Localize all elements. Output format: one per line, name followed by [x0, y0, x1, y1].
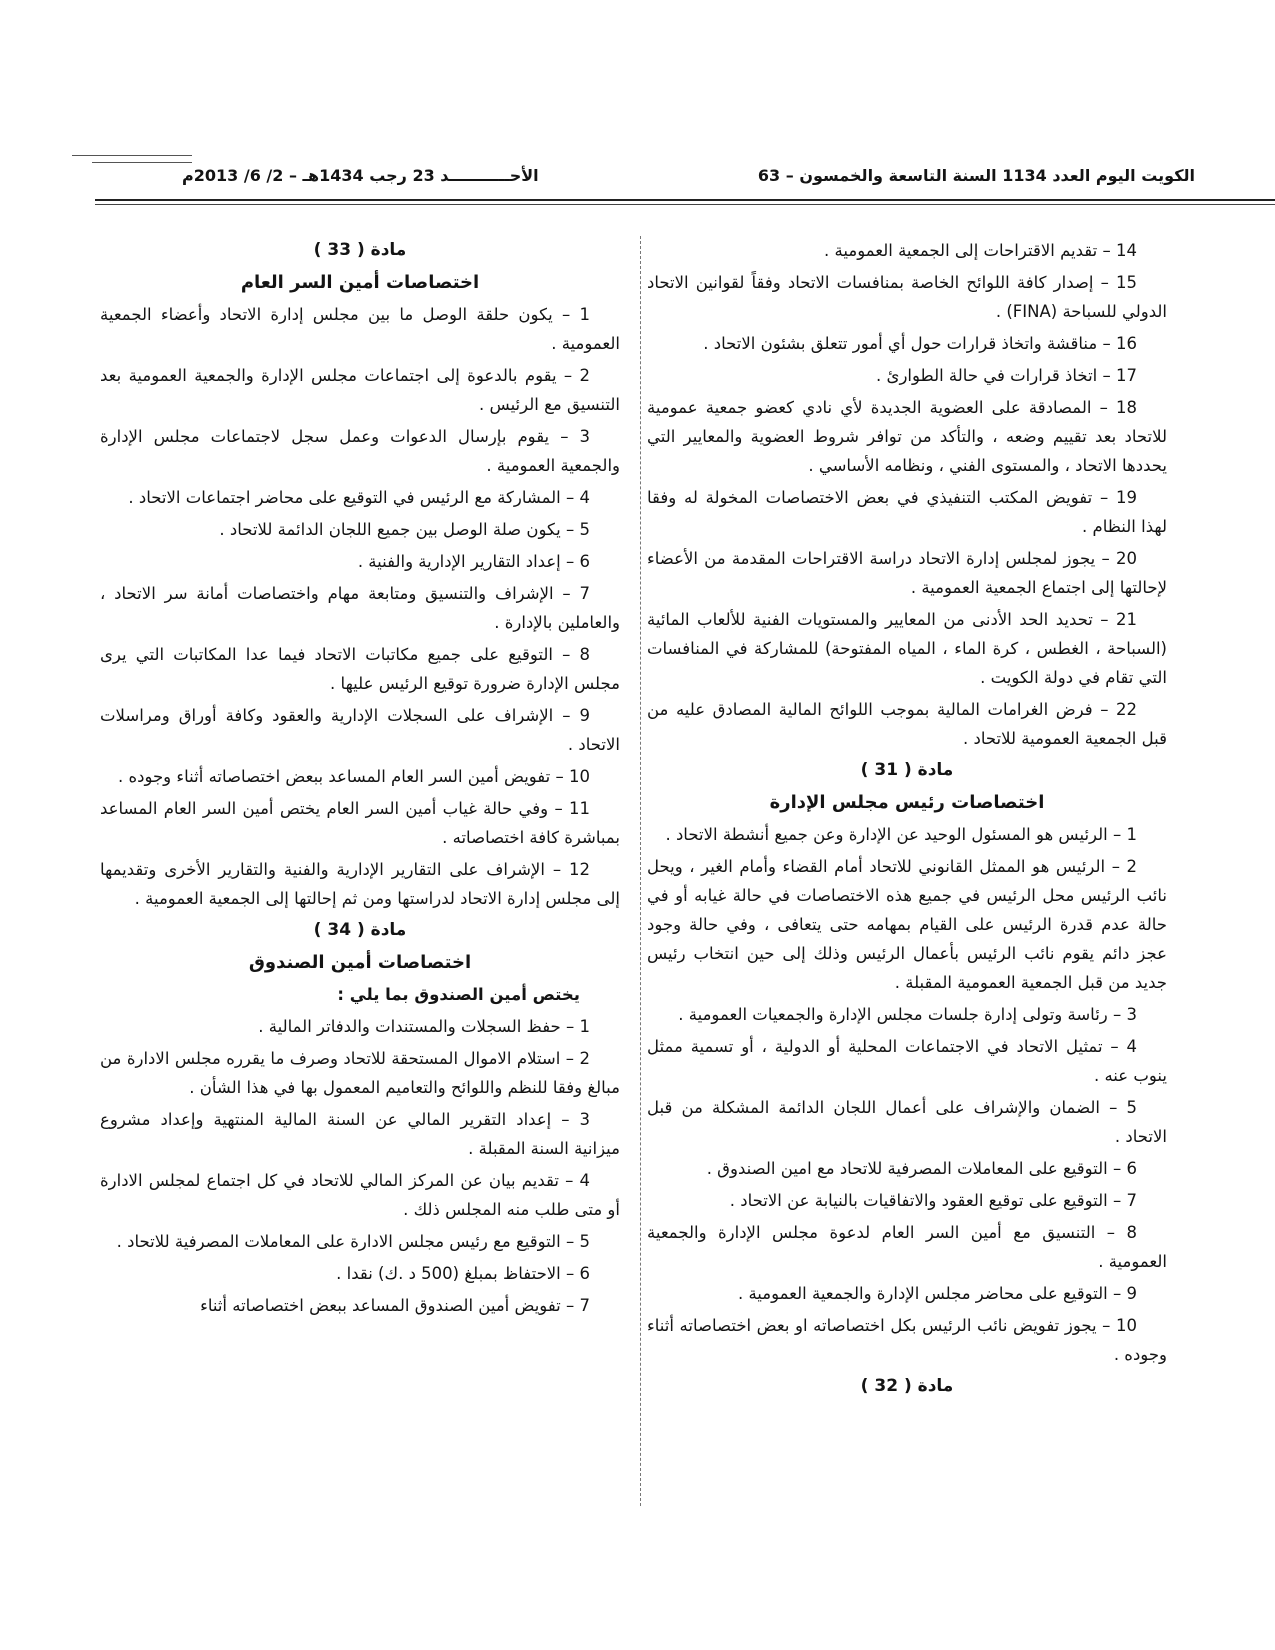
list-item: 4 – المشاركة مع الرئيس في التوقيع على محاضر اجتماعات الاتحاد .: [128, 488, 590, 507]
list-item: 14 – تقديم الاقتراحات إلى الجمعية العمومية .: [824, 241, 1137, 260]
list-item: 9 – التوقيع على محاضر مجلس الإدارة والجمعية العمومية .: [737, 1284, 1137, 1303]
list-item: 8 – التنسيق مع أمين السر العام لدعوة مجلس الإدارة والجمعية العمومية .: [647, 1223, 1167, 1271]
left-column: [100, 236, 620, 1323]
article-intro: يختص أمين الصندوق بما يلي :: [337, 985, 580, 1004]
header-rule: [95, 204, 1275, 205]
list-item: 18 – المصادقة على العضوية الجديدة لأي نادي كعضو جمعية عمومية للاتحاد بعد تقييم وضعه ، والتأكد من توافر شروط العضوية والمعايير التي يحددها الاتحاد ، والمستوى الفني ، ونظامه الأساسي .: [647, 398, 1167, 475]
header-issue-info: الكويت اليوم العدد 1134 السنة التاسعة والخمسون – 63: [757, 166, 1195, 185]
list-item: 2 – الرئيس هو الممثل القانوني للاتحاد أمام القضاء وأمام الغير ، ويحل نائب الرئيس محل الرئيس في جميع هذه الاختصاصات في حالة غيابه أو في حالة عدم قدرة الرئيس على القيام بمهامه حتى يتعافى ، وفي حالة وجود عجز دائم يقوم نائب الرئيس بأعمال الرئيس وذلك إلى حين انتخاب رئيس جديد من قبل الجمعية العمومية المقبلة .: [647, 857, 1167, 992]
list-item: 5 – الضمان والإشراف على أعمال اللجان الدائمة المشكلة من قبل الاتحاد .: [647, 1098, 1167, 1146]
list-item: 16 – مناقشة واتخاذ قرارات حول أي أمور تتعلق بشئون الاتحاد .: [703, 334, 1137, 353]
article-heading: مادة ( 34 ): [313, 920, 407, 940]
article-heading: مادة ( 31 ): [860, 760, 954, 780]
list-item: 17 – اتخاذ قرارات في حالة الطوارئ .: [876, 366, 1137, 385]
article-title: اختصاصات أمين الصندوق: [248, 952, 472, 973]
list-item: 20 – يجوز لمجلس إدارة الاتحاد دراسة الاقتراحات المقدمة من الأعضاء لإحالتها إلى اجتماع الجمعية العمومية .: [647, 549, 1167, 597]
column-divider: [640, 236, 641, 1506]
list-item: 7 – التوقيع على توقيع العقود والاتفاقيات بالنيابة عن الاتحاد .: [729, 1191, 1137, 1210]
list-item: 21 – تحديد الحد الأدنى من المعايير والمستويات الفنية للألعاب المائية (السباحة ، الغطس ، كرة الماء ، المياه المفتوحة) للمشاركة في المنافسات التي تقام في دولة الكويت .: [647, 610, 1167, 687]
header-date: الأحـــــــــــد 23 رجب 1434هـ – 2/ 6/ 2013م: [182, 166, 539, 185]
list-item: 4 – تمثيل الاتحاد في الاجتماعات المحلية أو الدولية ، أو تسمية ممثل ينوب عنه .: [647, 1037, 1167, 1085]
page-header: [72, 160, 1195, 194]
list-item: 8 – التوقيع على جميع مكاتبات الاتحاد فيما عدا المكاتبات التي يرى مجلس الإدارة ضرورة توقيع الرئيس عليها .: [100, 645, 620, 693]
article-heading: مادة ( 32 ): [860, 1376, 954, 1396]
list-item: 22 – فرض الغرامات المالية بموجب اللوائح المالية المصادق عليه من قبل الجمعية العمومية للاتحاد .: [647, 700, 1167, 748]
list-item: 6 – الاحتفاظ بمبلغ (500 د .ك) نقدا .: [336, 1264, 590, 1283]
article-title: اختصاصات أمين السر العام: [240, 272, 480, 293]
list-item: 5 – يكون صلة الوصل بين جميع اللجان الدائمة للاتحاد .: [219, 520, 590, 539]
list-item: 2 – يقوم بالدعوة إلى اجتماعات مجلس الإدارة والجمعية العمومية بعد التنسيق مع الرئيس .: [100, 366, 620, 414]
list-item: 2 – استلام الاموال المستحقة للاتحاد وصرف ما يقرره مجلس الادارة من مبالغ وفقا للنظم واللوائح والتعاميم المعمول بها في هذا الشأن .: [100, 1049, 620, 1097]
list-item: 9 – الإشراف على السجلات الإدارية والعقود وكافة أوراق ومراسلات الاتحاد .: [100, 706, 620, 754]
list-item: 3 – يقوم بإرسال الدعوات وعمل سجل لاجتماعات مجلس الإدارة والجمعية العمومية .: [100, 427, 620, 475]
list-item: 11 – وفي حالة غياب أمين السر العام يختص أمين السر العام المساعد بمباشرة كافة اختصاصاته .: [100, 799, 620, 847]
list-item: 5 – التوقيع مع رئيس مجلس الادارة على المعاملات المصرفية للاتحاد .: [116, 1232, 590, 1251]
list-item: 10 – يجوز تفويض نائب الرئيس بكل اختصاصاته او بعض اختصاصاته أثناء وجوده .: [647, 1316, 1167, 1364]
article-heading: مادة ( 33 ): [313, 240, 407, 260]
list-item: 1 – يكون حلقة الوصل ما بين مجلس إدارة الاتحاد وأعضاء الجمعية العمومية .: [100, 305, 620, 353]
header-rule-short: [72, 155, 192, 156]
right-column: [647, 236, 1167, 1404]
list-item: 10 – تفويض أمين السر العام المساعد ببعض اختصاصاته أثناء وجوده .: [117, 767, 590, 786]
list-item: 6 – التوقيع على المعاملات المصرفية للاتحاد مع امين الصندوق .: [706, 1159, 1137, 1178]
list-item: 7 – تفويض أمين الصندوق المساعد ببعض اختصاصاته أثناء: [200, 1296, 590, 1315]
list-item: 1 – الرئيس هو المسئول الوحيد عن الإدارة وعن جميع أنشطة الاتحاد .: [665, 825, 1137, 844]
list-item: 3 – رئاسة وتولى إدارة جلسات مجلس الإدارة والجمعيات العمومية .: [678, 1005, 1137, 1024]
list-item: 15 – إصدار كافة اللوائح الخاصة بمنافسات الاتحاد وفقاً لقوانين الاتحاد الدولي للسباحة (FINA) .: [647, 273, 1167, 321]
header-rule: [95, 199, 1275, 201]
list-item: 6 – إعداد التقارير الإدارية والفنية .: [357, 552, 590, 571]
list-item: 4 – تقديم بيان عن المركز المالي للاتحاد في كل اجتماع لمجلس الادارة أو متى طلب منه المجلس ذلك .: [100, 1171, 620, 1219]
list-item: 1 – حفظ السجلات والمستندات والدفاتر المالية .: [258, 1017, 590, 1036]
article-title: اختصاصات رئيس مجلس الإدارة: [769, 792, 1045, 813]
list-item: 19 – تفويض المكتب التنفيذي في بعض الاختصاصات المخولة له وفقا لهذا النظام .: [647, 488, 1167, 536]
list-item: 12 – الإشراف على التقارير الإدارية والفنية والتقارير الأخرى وتقديمها إلى مجلس إدارة الاتحاد لدراستها ومن ثم إحالتها إلى الجمعية العمومية .: [100, 860, 620, 908]
list-item: 7 – الإشراف والتنسيق ومتابعة مهام واختصاصات أمانة سر الاتحاد ، والعاملين بالإدارة .: [100, 584, 620, 632]
list-item: 3 – إعداد التقرير المالي عن السنة المالية المنتهية وإعداد مشروع ميزانية السنة المقبلة .: [100, 1110, 620, 1158]
